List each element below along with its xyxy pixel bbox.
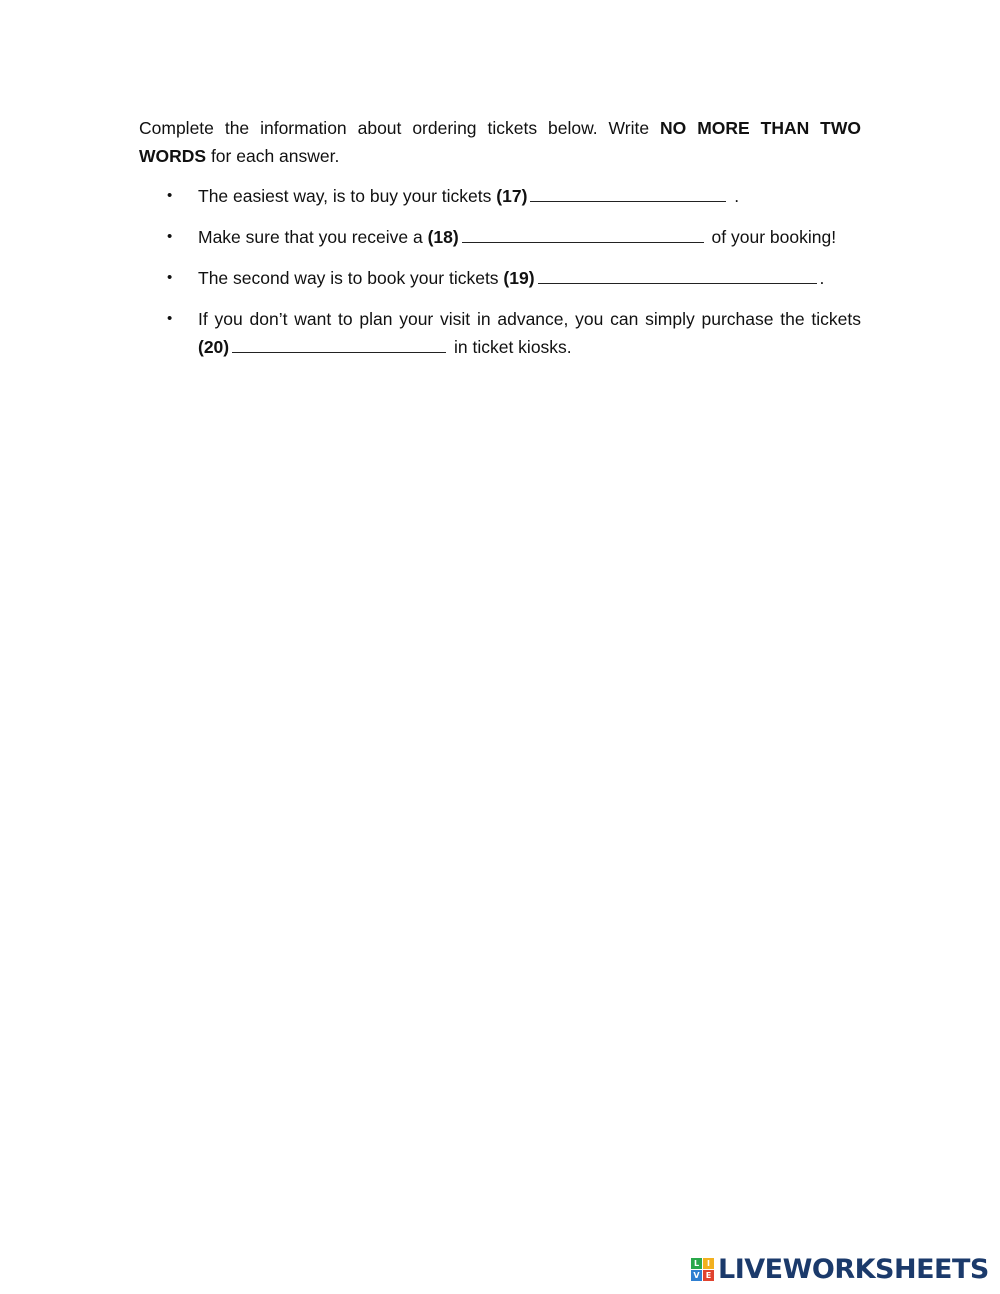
- question-text-after: .: [819, 268, 825, 288]
- instructions-text-start: Complete the information about ordering tickets below. Write: [139, 118, 661, 138]
- question-text: The easiest way, is to buy your tickets: [198, 186, 497, 206]
- question-text-after: of your booking!: [706, 227, 837, 247]
- logo-mark-letter: L: [691, 1258, 702, 1269]
- question-text-after: in ticket kiosks.: [449, 337, 572, 357]
- question-text-after: .: [729, 186, 740, 206]
- question-item-17: [139, 182, 861, 210]
- instructions-text-end: for each answer.: [206, 146, 340, 166]
- question-item-20: [139, 305, 861, 361]
- question-text: If you don’t want to plan your visit in advance, you can simply purchase the tickets: [198, 309, 861, 329]
- question-text: The second way is to book your tickets: [198, 268, 504, 288]
- logo-mark-letter: E: [703, 1270, 714, 1281]
- question-number: (18): [427, 227, 459, 247]
- bullet-icon: •: [167, 310, 173, 327]
- answer-blank-20[interactable]: [232, 334, 446, 353]
- bullet-icon: •: [167, 187, 173, 204]
- bullet-icon: •: [167, 269, 173, 286]
- liveworksheets-logo: [691, 1254, 989, 1284]
- question-text: Make sure that you receive a: [198, 227, 428, 247]
- question-number: (19): [503, 268, 535, 288]
- liveworksheets-logo-icon: [691, 1258, 714, 1281]
- logo-mark-letter: V: [691, 1270, 702, 1281]
- answer-blank-19[interactable]: [538, 265, 817, 284]
- logo-text: LIVEWORKSHEETS: [718, 1253, 989, 1285]
- worksheet-content: [139, 114, 861, 374]
- bullet-icon: •: [167, 228, 173, 245]
- instructions-emphasis: NO MORE THAN TWO WORDS: [139, 118, 861, 166]
- answer-blank-17[interactable]: [530, 183, 726, 202]
- question-number: (17): [496, 186, 528, 206]
- question-number: (20): [198, 337, 230, 357]
- question-item-19: [139, 264, 861, 292]
- question-list: [139, 182, 861, 361]
- instructions-paragraph: [139, 114, 861, 170]
- logo-mark-letter: I: [703, 1258, 714, 1269]
- answer-blank-18[interactable]: [462, 224, 704, 243]
- question-item-18: [139, 223, 861, 251]
